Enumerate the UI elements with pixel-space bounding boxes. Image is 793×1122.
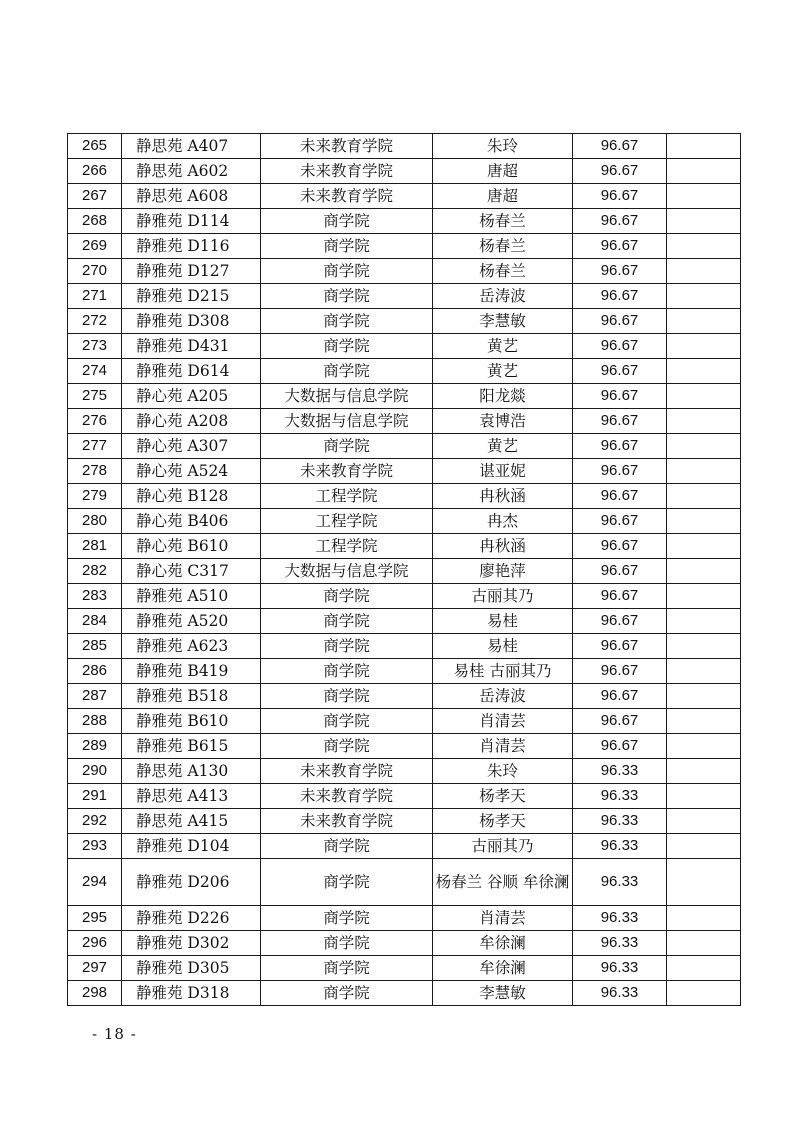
dorm-room: 静心苑 B610: [122, 534, 261, 559]
responsible-person: 古丽其乃: [433, 834, 573, 859]
score-value: 96.67: [573, 584, 667, 609]
dorm-room: 静雅苑 D116: [122, 234, 261, 259]
row-number: 279: [68, 484, 122, 509]
remark: [667, 159, 741, 184]
dorm-room: 静雅苑 A623: [122, 634, 261, 659]
college-name: 商学院: [261, 659, 433, 684]
row-number: 275: [68, 384, 122, 409]
row-number: 270: [68, 259, 122, 284]
remark: [667, 709, 741, 734]
row-number: 290: [68, 759, 122, 784]
row-number: 283: [68, 584, 122, 609]
remark: [667, 584, 741, 609]
score-value: 96.67: [573, 709, 667, 734]
score-value: 96.67: [573, 684, 667, 709]
responsible-person: 牟徐澜: [433, 956, 573, 981]
college-name: 商学院: [261, 981, 433, 1006]
dorm-room: 静心苑 C317: [122, 559, 261, 584]
responsible-person: 李慧敏: [433, 309, 573, 334]
table-row: [68, 484, 741, 509]
table-row: [68, 684, 741, 709]
college-name: 商学院: [261, 684, 433, 709]
college-name: 大数据与信息学院: [261, 409, 433, 434]
table-row: [68, 784, 741, 809]
table-row: [68, 659, 741, 684]
table-row: [68, 509, 741, 534]
responsible-person: 黄艺: [433, 334, 573, 359]
remark: [667, 759, 741, 784]
score-value: 96.67: [573, 659, 667, 684]
responsible-person: 牟徐澜: [433, 931, 573, 956]
table-row: [68, 384, 741, 409]
college-name: 未来教育学院: [261, 459, 433, 484]
remark: [667, 509, 741, 534]
score-value: 96.67: [573, 559, 667, 584]
dormitory-score-table: [67, 133, 741, 1006]
college-name: 商学院: [261, 734, 433, 759]
row-number: 292: [68, 809, 122, 834]
score-value: 96.67: [573, 209, 667, 234]
college-name: 商学院: [261, 284, 433, 309]
score-value: 96.67: [573, 334, 667, 359]
remark: [667, 484, 741, 509]
remark: [667, 809, 741, 834]
dorm-room: 静思苑 A407: [122, 134, 261, 159]
remark: [667, 634, 741, 659]
table-row: [68, 559, 741, 584]
dorm-room: 静雅苑 D308: [122, 309, 261, 334]
dorm-room: 静雅苑 B419: [122, 659, 261, 684]
page-number: - 18 -: [92, 1025, 137, 1043]
dorm-room: 静雅苑 D302: [122, 931, 261, 956]
table-row: [68, 209, 741, 234]
college-name: 未来教育学院: [261, 184, 433, 209]
college-name: 商学院: [261, 359, 433, 384]
score-value: 96.67: [573, 384, 667, 409]
row-number: 295: [68, 906, 122, 931]
college-name: 未来教育学院: [261, 809, 433, 834]
remark: [667, 659, 741, 684]
table-row: [68, 459, 741, 484]
remark: [667, 234, 741, 259]
table-row: [68, 259, 741, 284]
table-row: [68, 434, 741, 459]
row-number: 284: [68, 609, 122, 634]
remark: [667, 409, 741, 434]
table-row: [68, 234, 741, 259]
dorm-room: 静雅苑 B518: [122, 684, 261, 709]
dorm-room: 静心苑 B128: [122, 484, 261, 509]
responsible-person: 肖清芸: [433, 709, 573, 734]
responsible-person: 易桂 古丽其乃: [433, 659, 573, 684]
score-value: 96.67: [573, 359, 667, 384]
remark: [667, 981, 741, 1006]
dorm-room: 静心苑 A205: [122, 384, 261, 409]
table-row: [68, 809, 741, 834]
score-value: 96.33: [573, 956, 667, 981]
college-name: 商学院: [261, 906, 433, 931]
remark: [667, 859, 741, 906]
row-number: 285: [68, 634, 122, 659]
remark: [667, 284, 741, 309]
row-number: 291: [68, 784, 122, 809]
score-value: 96.67: [573, 734, 667, 759]
responsible-person: 杨孝天: [433, 809, 573, 834]
score-value: 96.67: [573, 409, 667, 434]
row-number: 273: [68, 334, 122, 359]
table-row: [68, 859, 741, 906]
row-number: 266: [68, 159, 122, 184]
responsible-person: 杨春兰: [433, 209, 573, 234]
dorm-room: 静心苑 A524: [122, 459, 261, 484]
score-value: 96.67: [573, 159, 667, 184]
row-number: 286: [68, 659, 122, 684]
dorm-room: 静心苑 A208: [122, 409, 261, 434]
remark: [667, 534, 741, 559]
dorm-room: 静雅苑 D127: [122, 259, 261, 284]
remark: [667, 784, 741, 809]
table-row: [68, 609, 741, 634]
row-number: 271: [68, 284, 122, 309]
remark: [667, 906, 741, 931]
row-number: 278: [68, 459, 122, 484]
score-value: 96.33: [573, 981, 667, 1006]
college-name: 未来教育学院: [261, 134, 433, 159]
table-row: [68, 184, 741, 209]
score-value: 96.67: [573, 309, 667, 334]
college-name: 大数据与信息学院: [261, 559, 433, 584]
score-value: 96.33: [573, 759, 667, 784]
dorm-room: 静雅苑 D114: [122, 209, 261, 234]
college-name: 商学院: [261, 834, 433, 859]
row-number: 282: [68, 559, 122, 584]
college-name: 未来教育学院: [261, 759, 433, 784]
college-name: 商学院: [261, 859, 433, 906]
remark: [667, 359, 741, 384]
dorm-room: 静雅苑 D318: [122, 981, 261, 1006]
row-number: 294: [68, 859, 122, 906]
college-name: 商学院: [261, 634, 433, 659]
table-row: [68, 534, 741, 559]
remark: [667, 734, 741, 759]
dorm-room: 静雅苑 D614: [122, 359, 261, 384]
college-name: 工程学院: [261, 484, 433, 509]
responsible-person: 冉秋涵: [433, 484, 573, 509]
responsible-person: 易桂: [433, 609, 573, 634]
row-number: 277: [68, 434, 122, 459]
college-name: 商学院: [261, 931, 433, 956]
responsible-person: 袁博浩: [433, 409, 573, 434]
responsible-person: 黄艺: [433, 434, 573, 459]
dorm-room: 静心苑 A307: [122, 434, 261, 459]
score-value: 96.33: [573, 809, 667, 834]
score-value: 96.33: [573, 784, 667, 809]
remark: [667, 309, 741, 334]
score-value: 96.67: [573, 434, 667, 459]
score-value: 96.33: [573, 906, 667, 931]
table-row: [68, 906, 741, 931]
responsible-person: 廖艳萍: [433, 559, 573, 584]
dorm-room: 静思苑 A602: [122, 159, 261, 184]
dorm-room: 静雅苑 A520: [122, 609, 261, 634]
row-number: 297: [68, 956, 122, 981]
table-row: [68, 709, 741, 734]
table-row: [68, 134, 741, 159]
dorm-room: 静思苑 A413: [122, 784, 261, 809]
remark: [667, 434, 741, 459]
dorm-room: 静雅苑 D104: [122, 834, 261, 859]
score-value: 96.67: [573, 484, 667, 509]
responsible-person: 杨孝天: [433, 784, 573, 809]
college-name: 未来教育学院: [261, 159, 433, 184]
dorm-room: 静雅苑 D431: [122, 334, 261, 359]
table-row: [68, 584, 741, 609]
remark: [667, 684, 741, 709]
responsible-person: 冉秋涵: [433, 534, 573, 559]
responsible-person: 谌亚妮: [433, 459, 573, 484]
responsible-person: 古丽其乃: [433, 584, 573, 609]
college-name: 商学院: [261, 209, 433, 234]
score-value: 96.67: [573, 134, 667, 159]
table-row: [68, 409, 741, 434]
remark: [667, 931, 741, 956]
table-row: [68, 834, 741, 859]
responsible-person: 黄艺: [433, 359, 573, 384]
row-number: 265: [68, 134, 122, 159]
college-name: 商学院: [261, 259, 433, 284]
row-number: 276: [68, 409, 122, 434]
score-value: 96.33: [573, 834, 667, 859]
remark: [667, 334, 741, 359]
responsible-person: 杨春兰 谷顺 牟徐澜: [433, 859, 573, 906]
college-name: 大数据与信息学院: [261, 384, 433, 409]
remark: [667, 559, 741, 584]
table-body: [68, 134, 741, 1006]
table-row: [68, 759, 741, 784]
college-name: 商学院: [261, 334, 433, 359]
remark: [667, 184, 741, 209]
table-row: [68, 334, 741, 359]
responsible-person: 肖清芸: [433, 734, 573, 759]
score-value: 96.67: [573, 284, 667, 309]
remark: [667, 609, 741, 634]
college-name: 商学院: [261, 609, 433, 634]
table-row: [68, 359, 741, 384]
responsible-person: 岳涛波: [433, 684, 573, 709]
college-name: 商学院: [261, 434, 433, 459]
dorm-room: 静思苑 A130: [122, 759, 261, 784]
table-row: [68, 734, 741, 759]
table-row: [68, 931, 741, 956]
dorm-room: 静雅苑 D215: [122, 284, 261, 309]
college-name: 商学院: [261, 234, 433, 259]
college-name: 商学院: [261, 956, 433, 981]
college-name: 工程学院: [261, 534, 433, 559]
row-number: 280: [68, 509, 122, 534]
dorm-room: 静思苑 A608: [122, 184, 261, 209]
table-row: [68, 284, 741, 309]
score-value: 96.67: [573, 509, 667, 534]
responsible-person: 唐超: [433, 159, 573, 184]
dorm-room: 静雅苑 B610: [122, 709, 261, 734]
responsible-person: 杨春兰: [433, 234, 573, 259]
college-name: 商学院: [261, 709, 433, 734]
responsible-person: 肖清芸: [433, 906, 573, 931]
score-value: 96.67: [573, 234, 667, 259]
table-row: [68, 159, 741, 184]
responsible-person: 易桂: [433, 634, 573, 659]
remark: [667, 459, 741, 484]
row-number: 269: [68, 234, 122, 259]
dorm-room: 静雅苑 D226: [122, 906, 261, 931]
row-number: 288: [68, 709, 122, 734]
remark: [667, 259, 741, 284]
row-number: 296: [68, 931, 122, 956]
row-number: 293: [68, 834, 122, 859]
responsible-person: 唐超: [433, 184, 573, 209]
dorm-room: 静雅苑 A510: [122, 584, 261, 609]
remark: [667, 209, 741, 234]
row-number: 272: [68, 309, 122, 334]
responsible-person: 朱玲: [433, 134, 573, 159]
dorm-room: 静心苑 B406: [122, 509, 261, 534]
college-name: 商学院: [261, 584, 433, 609]
table-row: [68, 634, 741, 659]
row-number: 267: [68, 184, 122, 209]
score-value: 96.67: [573, 634, 667, 659]
dorm-room: 静雅苑 B615: [122, 734, 261, 759]
table-row: [68, 309, 741, 334]
responsible-person: 冉杰: [433, 509, 573, 534]
row-number: 298: [68, 981, 122, 1006]
row-number: 268: [68, 209, 122, 234]
responsible-person: 杨春兰: [433, 259, 573, 284]
responsible-person: 朱玲: [433, 759, 573, 784]
remark: [667, 834, 741, 859]
college-name: 未来教育学院: [261, 784, 433, 809]
score-value: 96.67: [573, 459, 667, 484]
row-number: 274: [68, 359, 122, 384]
responsible-person: 李慧敏: [433, 981, 573, 1006]
remark: [667, 134, 741, 159]
remark: [667, 956, 741, 981]
row-number: 281: [68, 534, 122, 559]
score-value: 96.67: [573, 534, 667, 559]
dorm-room: 静思苑 A415: [122, 809, 261, 834]
dorm-room: 静雅苑 D206: [122, 859, 261, 906]
remark: [667, 384, 741, 409]
row-number: 287: [68, 684, 122, 709]
dorm-room: 静雅苑 D305: [122, 956, 261, 981]
responsible-person: 岳涛波: [433, 284, 573, 309]
table-row: [68, 956, 741, 981]
row-number: 289: [68, 734, 122, 759]
college-name: 工程学院: [261, 509, 433, 534]
score-value: 96.67: [573, 184, 667, 209]
score-value: 96.33: [573, 931, 667, 956]
table-row: [68, 981, 741, 1006]
responsible-person: 阳龙燚: [433, 384, 573, 409]
college-name: 商学院: [261, 309, 433, 334]
score-value: 96.67: [573, 609, 667, 634]
score-value: 96.33: [573, 859, 667, 906]
score-value: 96.67: [573, 259, 667, 284]
